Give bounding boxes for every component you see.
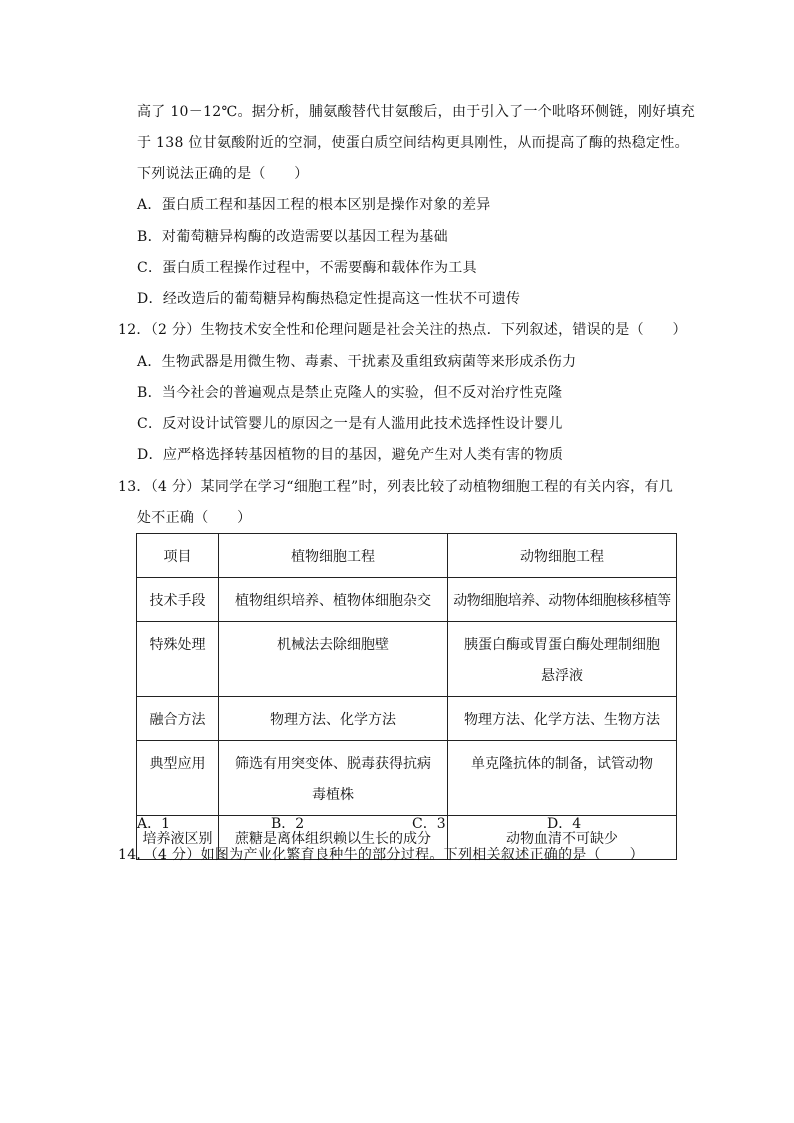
- table-cell: 融合方法: [137, 697, 219, 741]
- table-header-cell: 项目: [137, 534, 219, 578]
- q12-option-a: A．生物武器是用微生物、毒素、干扰素及重组致病菌等来形成杀伤力: [137, 354, 577, 370]
- q11-option-d: D．经改造后的葡萄糖异构酶热稳定性提高这一性状不可遗传: [137, 291, 521, 307]
- table-cell: 机械法去除细胞壁: [219, 622, 448, 697]
- q13-stem-line-1: 13．（4 分）某同学在学习“细胞工程”时，列表比较了动植物细胞工程的有关内容，有几: [118, 479, 674, 495]
- table-row: [137, 622, 677, 697]
- comparison-table: [136, 533, 677, 860]
- table-cell: 胰蛋白酶或胃蛋白酶处理制细胞悬浮液: [448, 622, 677, 697]
- intro-line-1: 高了 10－12℃。据分析，脯氨酸替代甘氨酸后，由于引入了一个吡咯环侧链，刚好填充: [137, 104, 696, 120]
- q13-stem-line-2: 处不正确（ ）: [137, 510, 252, 526]
- q11-option-b: B．对葡萄糖异构酶的改造需要以基因工程为基础: [137, 229, 448, 245]
- table-header-cell: 植物细胞工程: [219, 534, 448, 578]
- intro-line-2: 于 138 位甘氨酸附近的空洞，使蛋白质空间结构更具刚性，从而提高了酶的热稳定性。: [137, 135, 689, 151]
- table-cell: 单克隆抗体的制备，试管动物: [448, 741, 677, 816]
- table-cell: 物理方法、化学方法、生物方法: [448, 697, 677, 741]
- table-cell: 物理方法、化学方法: [219, 697, 448, 741]
- q11-option-c: C．蛋白质工程操作过程中，不需要酶和载体作为工具: [137, 260, 477, 276]
- table-header-row: [137, 534, 677, 578]
- q13-answer-d: D．4: [547, 816, 582, 832]
- q12-stem: 12．（2 分）生物技术安全性和伦理问题是社会关注的热点．下列叙述，错误的是（ ）: [118, 322, 687, 338]
- table-cell: 动物血清不可缺少: [448, 816, 677, 860]
- table-row: [137, 697, 677, 741]
- q13-answer-c: C．3: [412, 816, 446, 832]
- table-cell: 特殊处理: [137, 622, 219, 697]
- q12-option-b: B．当今社会的普遍观点是禁止克隆人的实验，但不反对治疗性克隆: [137, 385, 563, 401]
- q11-option-a: A．蛋白质工程和基因工程的根本区别是操作对象的差异: [137, 197, 491, 213]
- table-row: [137, 578, 677, 622]
- q14-stem: 14．（4 分）如图为产业化繁育良种牛的部分过程。下列相关叙述正确的是（ ）: [118, 847, 644, 863]
- table-cell: 植物组织培养、植物体细胞杂交: [219, 578, 448, 622]
- table-row: [137, 741, 677, 816]
- table-header-cell: 动物细胞工程: [448, 534, 677, 578]
- table-cell: 筛选有用突变体、脱毒获得抗病毒植株: [219, 741, 448, 816]
- table-cell: 典型应用: [137, 741, 219, 816]
- table-cell: 培养液区别: [137, 816, 219, 860]
- q13-answer-a: A．1: [137, 816, 171, 832]
- q13-answer-b: B．2: [271, 816, 305, 832]
- table-cell: 蔗糖是离体组织赖以生长的成分: [219, 816, 448, 860]
- q12-option-c: C．反对设计试管婴儿的原因之一是有人滥用此技术选择性设计婴儿: [137, 416, 563, 432]
- q12-option-d: D．应严格选择转基因植物的目的基因，避免产生对人类有害的物质: [137, 447, 564, 463]
- intro-line-3: 下列说法正确的是（ ）: [137, 166, 309, 182]
- table-cell: 技术手段: [137, 578, 219, 622]
- table-cell: 动物细胞培养、动物体细胞核移植等: [448, 578, 677, 622]
